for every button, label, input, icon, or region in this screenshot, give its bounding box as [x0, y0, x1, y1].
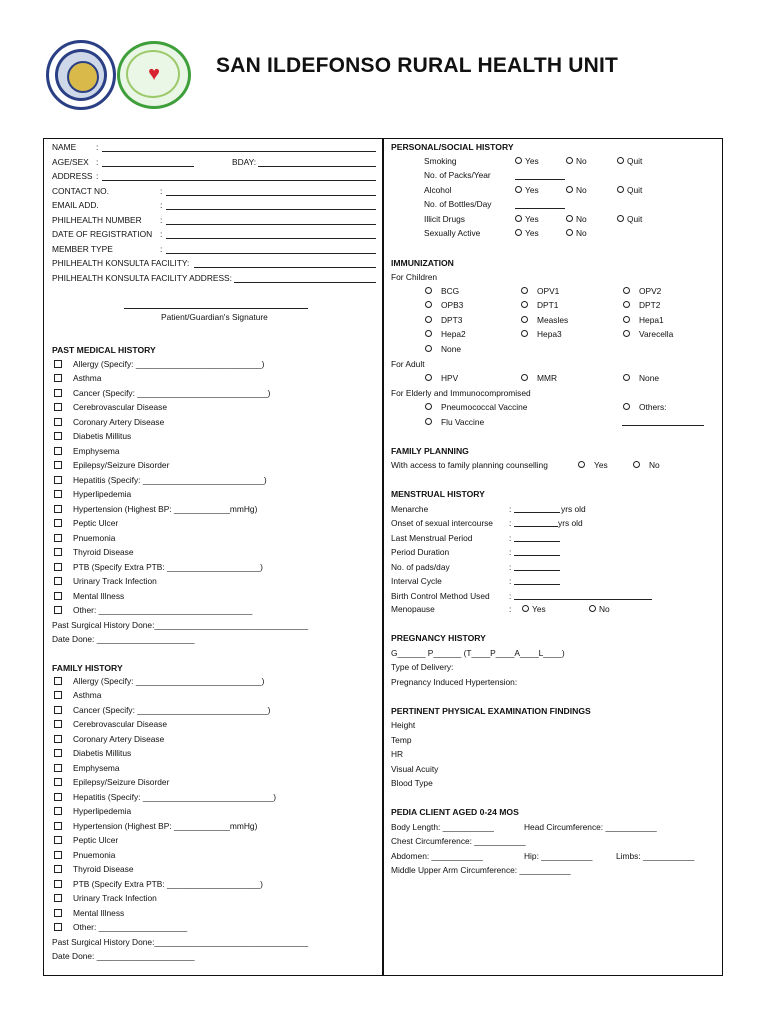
- pmh-checkbox[interactable]: [54, 447, 62, 455]
- interval-label: Interval Cycle: [391, 576, 442, 586]
- ph-hyper: Pregnancy Induced Hypertension:: [391, 677, 518, 687]
- fh-date-done: Date Done: _____________________: [52, 951, 195, 961]
- konsulta-label: PHILHEALTH KONSULTA FACILITY:: [52, 258, 190, 268]
- pmh-checkbox[interactable]: [54, 563, 62, 571]
- contact-field[interactable]: [166, 195, 376, 196]
- pmh-item: Pnuemonia: [73, 533, 116, 543]
- pmh-checkbox[interactable]: [54, 374, 62, 382]
- philhealth-colon: :: [160, 215, 163, 225]
- fh-item: Cancer (Specify: ____________________________): [73, 705, 271, 715]
- others-field[interactable]: [622, 425, 704, 426]
- vaccine-radio[interactable]: [425, 330, 432, 337]
- pmh-item: Allergy (Specify: ___________________________): [73, 359, 265, 369]
- address-colon: :: [96, 171, 99, 181]
- sexual-yes-label: Yes: [525, 228, 539, 238]
- pmh-item: Asthma: [73, 373, 102, 383]
- fh-item: Diabetis Millitus: [73, 748, 132, 758]
- vaccine-radio[interactable]: [521, 287, 528, 294]
- flu-radio[interactable]: [425, 418, 432, 425]
- alcohol-label: Alcohol: [424, 185, 452, 195]
- fh-checkbox[interactable]: [54, 923, 62, 931]
- alcohol-yes-label: Yes: [525, 185, 539, 195]
- packs-field[interactable]: [515, 179, 565, 180]
- municipality-seal-logo: [46, 40, 116, 110]
- fp-no-radio[interactable]: [633, 461, 640, 468]
- pmh-item: Cerebrovascular Disease: [73, 402, 168, 412]
- fh-item: Mental Illness: [73, 908, 125, 918]
- pedia-title: PEDIA CLIENT AGED 0-24 MOS: [391, 807, 519, 817]
- fh-checkbox[interactable]: [54, 706, 62, 714]
- fh-checkbox[interactable]: [54, 822, 62, 830]
- hip: Hip: ___________: [524, 851, 593, 861]
- pmh-item: Other: _________________________________: [73, 605, 253, 615]
- vaccine-radio[interactable]: [425, 301, 432, 308]
- drugs-quit-label: Quit: [627, 214, 643, 224]
- fh-checkbox[interactable]: [54, 677, 62, 685]
- pmh-item: PTB (Specify Extra PTB: ____________________): [73, 562, 263, 572]
- adult-vaccine-radio[interactable]: [425, 374, 432, 381]
- fh-item: Coronary Artery Disease: [73, 734, 165, 744]
- vaccine-radio[interactable]: [425, 316, 432, 323]
- fh-checkbox[interactable]: [54, 764, 62, 772]
- pmh-item: Diabetis Millitus: [73, 431, 132, 441]
- fh-item: Thyroid Disease: [73, 864, 134, 874]
- fp-text: With access to family planning counselling: [391, 460, 548, 470]
- pmh-date-done: Date Done: _____________________: [52, 634, 195, 644]
- fh-checkbox[interactable]: [54, 880, 62, 888]
- vaccine-label: Hepa1: [639, 315, 664, 325]
- email-colon: :: [160, 200, 163, 210]
- vaccine-radio[interactable]: [521, 316, 528, 323]
- pmh-checkbox[interactable]: [54, 360, 62, 368]
- chest-circumference: Chest Circumference: ___________: [391, 836, 526, 846]
- vaccine-label: None: [441, 344, 462, 354]
- vaccine-label: DPT3: [441, 315, 463, 325]
- konsulta-addr-label: PHILHEALTH KONSULTA FACILITY ADDRESS:: [52, 273, 232, 283]
- ppe-title: PERTINENT PHYSICAL EXAMINATION FINDINGS: [391, 706, 591, 716]
- alcohol-quit-radio[interactable]: [617, 186, 624, 193]
- ph-title: PREGNANCY HISTORY: [391, 633, 486, 643]
- adult-vaccine-label: HPV: [441, 373, 459, 383]
- others-label: Others:: [639, 402, 667, 412]
- name-label: NAME: [52, 142, 77, 152]
- pmh-checkbox[interactable]: [54, 534, 62, 542]
- pmh-item: Urinary Track Infection: [73, 576, 157, 586]
- menopause-yes-radio[interactable]: [522, 605, 529, 612]
- fh-checkbox[interactable]: [54, 807, 62, 815]
- name-field[interactable]: [102, 151, 376, 152]
- psh-title: PERSONAL/SOCIAL HISTORY: [391, 142, 514, 152]
- ppe-item: Visual Acuity: [391, 764, 439, 774]
- date-reg-field[interactable]: [166, 238, 376, 239]
- ppe-item: Blood Type: [391, 778, 433, 788]
- menopause-colon: :: [509, 604, 512, 614]
- sexual-no-label: No: [576, 228, 587, 238]
- date-reg-label: DATE OF REGISTRATION: [52, 229, 153, 239]
- menopause-no-label: No: [599, 604, 610, 614]
- fh-checkbox[interactable]: [54, 865, 62, 873]
- drugs-label: Illicit Drugs: [424, 214, 465, 224]
- pads-colon: :: [509, 562, 512, 572]
- menopause-yes-label: Yes: [532, 604, 546, 614]
- adult-vaccine-label: None: [639, 373, 660, 383]
- flu-label: Flu Vaccine: [441, 417, 485, 427]
- drugs-yes-label: Yes: [525, 214, 539, 224]
- vaccine-radio[interactable]: [521, 330, 528, 337]
- menarche-colon: :: [509, 504, 512, 514]
- name-colon: :: [96, 142, 99, 152]
- ppe-item: HR: [391, 749, 404, 759]
- pmh-checkbox[interactable]: [54, 476, 62, 484]
- header: [0, 0, 768, 130]
- lmp-field[interactable]: [514, 541, 560, 542]
- member-colon: :: [160, 244, 163, 254]
- abdomen: Abdomen: ___________: [391, 851, 483, 861]
- muac: Middle Upper Arm Circumference: ___________: [391, 865, 571, 875]
- alcohol-no-label: No: [576, 185, 587, 195]
- pmh-checkbox[interactable]: [54, 418, 62, 426]
- vaccine-radio[interactable]: [623, 287, 630, 294]
- fh-checkbox[interactable]: [54, 749, 62, 757]
- pmh-item: Hepatitis (Specify: __________________________): [73, 475, 267, 485]
- pmh-checkbox[interactable]: [54, 461, 62, 469]
- smoking-quit-radio[interactable]: [617, 157, 624, 164]
- onset-colon: :: [509, 518, 512, 528]
- drugs-no-radio[interactable]: [566, 215, 573, 222]
- pmh-checkbox[interactable]: [54, 519, 62, 527]
- smoking-no-radio[interactable]: [566, 157, 573, 164]
- menopause-no-radio[interactable]: [589, 605, 596, 612]
- contact-colon: :: [160, 186, 163, 196]
- fh-item: PTB (Specify Extra PTB: ____________________): [73, 879, 263, 889]
- philhealth-field[interactable]: [166, 224, 376, 225]
- smoking-quit-label: Quit: [627, 156, 643, 166]
- fp-yes-label: Yes: [594, 460, 608, 470]
- vaccine-radio[interactable]: [425, 345, 432, 352]
- page-title: SAN ILDEFONSO RURAL HEALTH UNIT: [216, 54, 619, 77]
- menopause-label: Menopause: [391, 604, 435, 614]
- drugs-quit-radio[interactable]: [617, 215, 624, 222]
- signature-label: Patient/Guardian's Signature: [161, 312, 268, 322]
- adult-vaccine-radio[interactable]: [623, 374, 630, 381]
- bday-field[interactable]: [258, 166, 376, 167]
- konsulta-addr-field[interactable]: [234, 282, 376, 283]
- adult-vaccine-radio[interactable]: [521, 374, 528, 381]
- vaccine-radio[interactable]: [623, 301, 630, 308]
- pmh-checkbox[interactable]: [54, 432, 62, 440]
- fh-item: Pnuemonia: [73, 850, 116, 860]
- vaccine-label: Hepa3: [537, 329, 562, 339]
- pmh-checkbox[interactable]: [54, 505, 62, 513]
- fh-checkbox[interactable]: [54, 851, 62, 859]
- pmh-surgical: Past Surgical History Done:_________________________________: [52, 620, 309, 630]
- pads-field[interactable]: [514, 570, 560, 571]
- duration-field[interactable]: [514, 555, 560, 556]
- fh-checkbox[interactable]: [54, 778, 62, 786]
- onset-field[interactable]: [514, 526, 558, 527]
- pmh-checkbox[interactable]: [54, 403, 62, 411]
- others-radio[interactable]: [623, 403, 630, 410]
- vaccine-label: Measles: [537, 315, 569, 325]
- fh-item: Allergy (Specify: ___________________________): [73, 676, 265, 686]
- limbs: Limbs: ___________: [616, 851, 695, 861]
- drugs-no-label: No: [576, 214, 587, 224]
- alcohol-no-radio[interactable]: [566, 186, 573, 193]
- onset-label: Onset of sexual intercourse: [391, 518, 493, 528]
- fh-checkbox[interactable]: [54, 836, 62, 844]
- bday-label: BDAY:: [232, 157, 257, 167]
- pmh-item: Epilepsy/Seizure Disorder: [73, 460, 170, 470]
- bcm-colon: :: [509, 591, 512, 601]
- lmp-colon: :: [509, 533, 512, 543]
- adult-vaccine-label: MMR: [537, 373, 558, 383]
- ph-delivery: Type of Delivery:: [391, 662, 454, 672]
- vaccine-label: OPV2: [639, 286, 662, 296]
- konsulta-field[interactable]: [194, 267, 376, 268]
- member-field[interactable]: [166, 253, 376, 254]
- fh-item: Asthma: [73, 690, 102, 700]
- interval-colon: :: [509, 576, 512, 586]
- ph-gp: G______ P______ (T____P____A____L____): [391, 648, 565, 658]
- pmh-checkbox[interactable]: [54, 592, 62, 600]
- pmh-item: Thyroid Disease: [73, 547, 134, 557]
- fh-item: Hyperlipedemia: [73, 806, 132, 816]
- interval-field[interactable]: [514, 584, 560, 585]
- pmh-item: Coronary Artery Disease: [73, 417, 165, 427]
- vaccine-label: OPB3: [441, 300, 464, 310]
- member-label: MEMBER TYPE: [52, 244, 113, 254]
- vaccine-label: DPT1: [537, 300, 559, 310]
- pmh-item: Cancer (Specify: ____________________________): [73, 388, 271, 398]
- agesex-field[interactable]: [102, 166, 194, 167]
- vaccine-radio[interactable]: [623, 330, 630, 337]
- smoking-yes-label: Yes: [525, 156, 539, 166]
- fh-checkbox[interactable]: [54, 894, 62, 902]
- alcohol-yes-radio[interactable]: [515, 186, 522, 193]
- smoking-yes-radio[interactable]: [515, 157, 522, 164]
- bottles-label: No. of Bottles/Day: [424, 199, 492, 209]
- elderly-label: For Elderly and Immunocompromised: [391, 388, 531, 398]
- pmh-item: Peptic Ulcer: [73, 518, 119, 528]
- vaccine-label: BCG: [441, 286, 460, 296]
- agesex-colon: :: [96, 157, 99, 167]
- pmh-item: Mental Illness: [73, 591, 125, 601]
- ppe-item: Temp: [391, 735, 412, 745]
- menarche-unit: yrs old: [561, 504, 586, 514]
- pmh-checkbox[interactable]: [54, 606, 62, 614]
- head-circumference: Head Circumference: ___________: [524, 822, 657, 832]
- pmh-checkbox[interactable]: [54, 490, 62, 498]
- fh-checkbox[interactable]: [54, 735, 62, 743]
- vaccine-label: Hepa2: [441, 329, 466, 339]
- lmp-label: Last Menstrual Period: [391, 533, 473, 543]
- smoking-label: Smoking: [424, 156, 457, 166]
- vaccine-label: OPV1: [537, 286, 560, 296]
- body-length: Body Length: ___________: [391, 822, 494, 832]
- pmh-checkbox[interactable]: [54, 577, 62, 585]
- alcohol-quit-label: Quit: [627, 185, 643, 195]
- seal-emblem-icon: [67, 61, 99, 93]
- vaccine-label: DPT2: [639, 300, 661, 310]
- menarche-label: Menarche: [391, 504, 429, 514]
- pmh-checkbox[interactable]: [54, 389, 62, 397]
- packs-label: No. of Packs/Year: [424, 170, 491, 180]
- vaccine-label: Varecella: [639, 329, 674, 339]
- health-office-seal-logo: [117, 41, 191, 109]
- signature-field[interactable]: [124, 308, 308, 309]
- fh-title: FAMILY HISTORY: [52, 663, 123, 673]
- fh-item: Peptic Ulcer: [73, 835, 119, 845]
- fh-checkbox[interactable]: [54, 720, 62, 728]
- fh-item: Hypertension (Highest BP: ____________mmHg): [73, 821, 258, 831]
- sexual-no-radio[interactable]: [566, 229, 573, 236]
- fh-item: Emphysema: [73, 763, 120, 773]
- adult-label: For Adult: [391, 359, 425, 369]
- drugs-yes-radio[interactable]: [515, 215, 522, 222]
- fp-yes-radio[interactable]: [578, 461, 585, 468]
- fh-surgical: Past Surgical History Done:_________________________________: [52, 937, 309, 947]
- fh-checkbox[interactable]: [54, 909, 62, 917]
- pneumo-label: Pneumococcal Vaccine: [441, 402, 528, 412]
- philhealth-label: PHILHEALTH NUMBER: [52, 215, 142, 225]
- agesex-label: AGE/SEX: [52, 157, 89, 167]
- address-label: ADDRESS: [52, 171, 93, 181]
- ppe-item: Height: [391, 720, 416, 730]
- vaccine-radio[interactable]: [425, 287, 432, 294]
- pmh-title: PAST MEDICAL HISTORY: [52, 345, 156, 355]
- vaccine-radio[interactable]: [623, 316, 630, 323]
- fh-checkbox[interactable]: [54, 691, 62, 699]
- column-divider: [382, 138, 384, 976]
- bcm-label: Birth Control Method Used: [391, 591, 490, 601]
- mh-title: MENSTRUAL HISTORY: [391, 489, 485, 499]
- fh-item: Cerebrovascular Disease: [73, 719, 168, 729]
- duration-label: Period Duration: [391, 547, 450, 557]
- sexual-yes-radio[interactable]: [515, 229, 522, 236]
- pneumo-radio[interactable]: [425, 403, 432, 410]
- email-field[interactable]: [166, 209, 376, 210]
- menarche-field[interactable]: [514, 512, 560, 513]
- fh-item: Epilepsy/Seizure Disorder: [73, 777, 170, 787]
- sexual-label: Sexually Active: [424, 228, 481, 238]
- imm-title: IMMUNIZATION: [391, 258, 454, 268]
- pmh-item: Emphysema: [73, 446, 120, 456]
- email-label: EMAIL ADD.: [52, 200, 99, 210]
- onset-unit: yrs old: [558, 518, 583, 528]
- fp-title: FAMILY PLANNING: [391, 446, 469, 456]
- heart-icon: ♥: [148, 63, 160, 85]
- fh-item: Other: ___________________: [73, 922, 188, 932]
- smoking-no-label: No: [576, 156, 587, 166]
- fh-item: Hepatitis (Specify: ____________________________): [73, 792, 277, 802]
- bcm-field[interactable]: [514, 599, 652, 600]
- children-label: For Children: [391, 272, 438, 282]
- pmh-item: Hypertension (Highest BP: ____________mmHg): [73, 504, 258, 514]
- fp-no-label: No: [649, 460, 660, 470]
- fh-item: Urinary Track Infection: [73, 893, 157, 903]
- pmh-checkbox[interactable]: [54, 548, 62, 556]
- pads-label: No. of pads/day: [391, 562, 450, 572]
- pmh-item: Hyperlipedemia: [73, 489, 132, 499]
- date-reg-colon: :: [160, 229, 163, 239]
- fh-checkbox[interactable]: [54, 793, 62, 801]
- bottles-field[interactable]: [515, 208, 565, 209]
- address-field[interactable]: [102, 180, 376, 181]
- contact-label: CONTACT NO.: [52, 186, 109, 196]
- vaccine-radio[interactable]: [521, 301, 528, 308]
- duration-colon: :: [509, 547, 512, 557]
